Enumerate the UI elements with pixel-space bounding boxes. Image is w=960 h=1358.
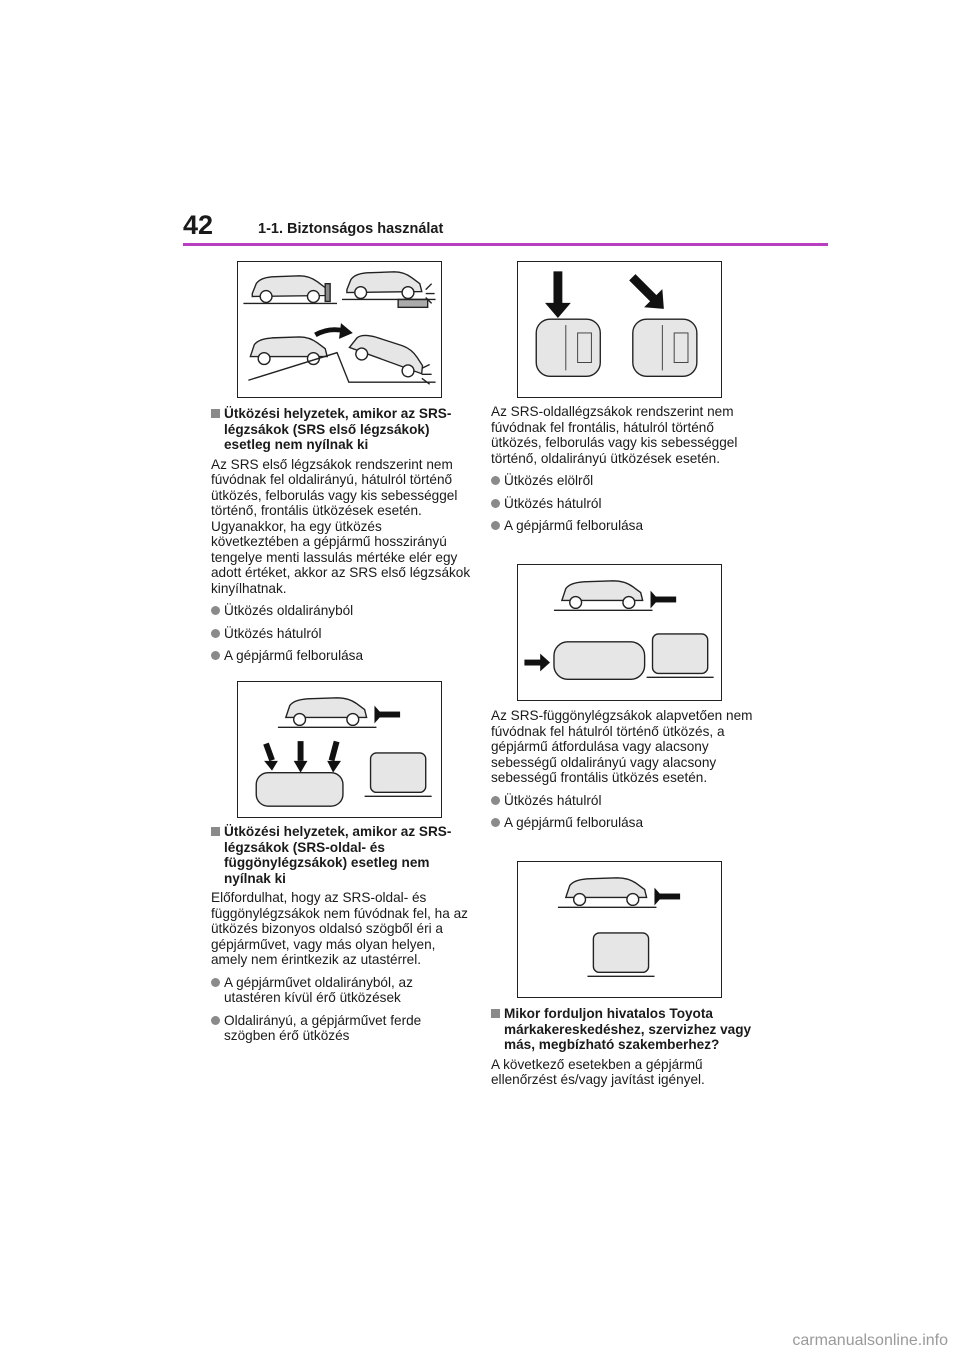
list-item: Ütközés hátulról — [491, 793, 753, 809]
list-item: Ütközés elölről — [491, 473, 753, 489]
paragraph-contact-dealer: A következő esetekben a gépjármű ellenőrzést és/vagy javítást igényel. — [491, 1056, 705, 1087]
paragraph-side-airbags: Az SRS-oldallégzsákok rendszerint nem fúvódnak fel frontális, hátulról történő ütközés, felborulás vagy kis sebességgel történő, oldalirányú ütközések esetén. — [491, 404, 738, 466]
heading-contact-dealer: Mikor forduljon hivatalos Toyota márkakereskedéshez, szervizhez vagy más, megbízható szakemberhez? — [491, 1006, 753, 1053]
list-item: A gépjármű felborulása — [211, 648, 473, 664]
section-title: 1-1. Biztonságos használat — [258, 221, 444, 237]
figure-frontal-airbag-exceptions — [237, 681, 442, 818]
left-block-2 — [211, 824, 473, 1044]
list-item: A gépjármű felborulása — [491, 518, 753, 534]
right-block-2 — [491, 708, 753, 831]
list-item: Oldalirányú, a gépjárművet ferde szögben érő ütközés — [211, 1013, 473, 1044]
square-bullet-icon — [211, 409, 220, 418]
circle-bullet-icon — [491, 521, 500, 530]
list-item: A gépjármű felborulása — [491, 815, 753, 831]
list-item: Ütközés hátulról — [211, 626, 473, 642]
figure-curtain-airbag-exceptions — [517, 861, 722, 998]
circle-bullet-icon — [491, 818, 500, 827]
circle-bullet-icon — [211, 651, 220, 660]
paragraph-curtain-airbags: Az SRS-függönylégzsákok alapvetően nem fúvódnak fel hátulról történő ütközés, a gépjármű átfordulása vagy alacsony sebességű oldalirányú vagy alacsony sebességű frontális ütközés esetén. — [491, 708, 753, 785]
circle-bullet-icon — [491, 796, 500, 805]
list-item: Ütközés oldalirányból — [211, 603, 473, 619]
right-block-1 — [491, 404, 753, 534]
header-rule — [183, 243, 828, 246]
page-number: 42 — [183, 210, 214, 240]
circle-bullet-icon — [211, 606, 220, 615]
left-block-1 — [211, 406, 473, 664]
list-item: Ütközés hátulról — [491, 496, 753, 512]
heading-frontal-airbags: Ütközési helyzetek, amikor az SRS-légzsákok (SRS első légzsákok) esetleg nem nyílnak ki — [211, 406, 473, 453]
paragraph-frontal-airbags: Az SRS első légzsákok rendszerint nem fúvódnak fel oldalirányú, hátulról történő ütközés, felborulás vagy kis sebességgel történő, frontális ütközések esetén. Ugyanakkor, ha egy ütközés következtében a gépjármű hosszirányú tengelye menti lassulás mértéke elér egy adott értéket, akkor az SRS első légzsákok kinyílhatnak. — [211, 456, 471, 596]
figure-side-airbag-front-impacts — [517, 261, 722, 398]
watermark: carmanualsonline.info — [792, 1332, 948, 1349]
circle-bullet-icon — [211, 629, 220, 638]
square-bullet-icon — [491, 1009, 500, 1018]
circle-bullet-icon — [211, 978, 220, 987]
square-bullet-icon — [211, 827, 220, 836]
circle-bullet-icon — [491, 476, 500, 485]
list-item: A gépjárművet oldalirányból, az utastéren kívül érő ütközések — [211, 975, 473, 1006]
figure-side-airbag-exceptions — [517, 564, 722, 701]
heading-side-curtain-airbags: Ütközési helyzetek, amikor az SRS-légzsákok (SRS-oldal- és függönylégzsákok) esetleg nem nyílnak ki — [211, 824, 473, 886]
figure-frontal-collisions — [237, 261, 442, 398]
circle-bullet-icon — [211, 1016, 220, 1025]
circle-bullet-icon — [491, 499, 500, 508]
right-block-3 — [491, 1006, 753, 1088]
paragraph-side-curtain-airbags: Előfordulhat, hogy az SRS-oldal- és függönylégzsákok nem fúvódnak fel, ha az ütközés bizonyos oldalsó szögből éri a gépjárművet, vagy más olyan helyen, amely nem érintkezik az utastérrel. — [211, 890, 468, 967]
